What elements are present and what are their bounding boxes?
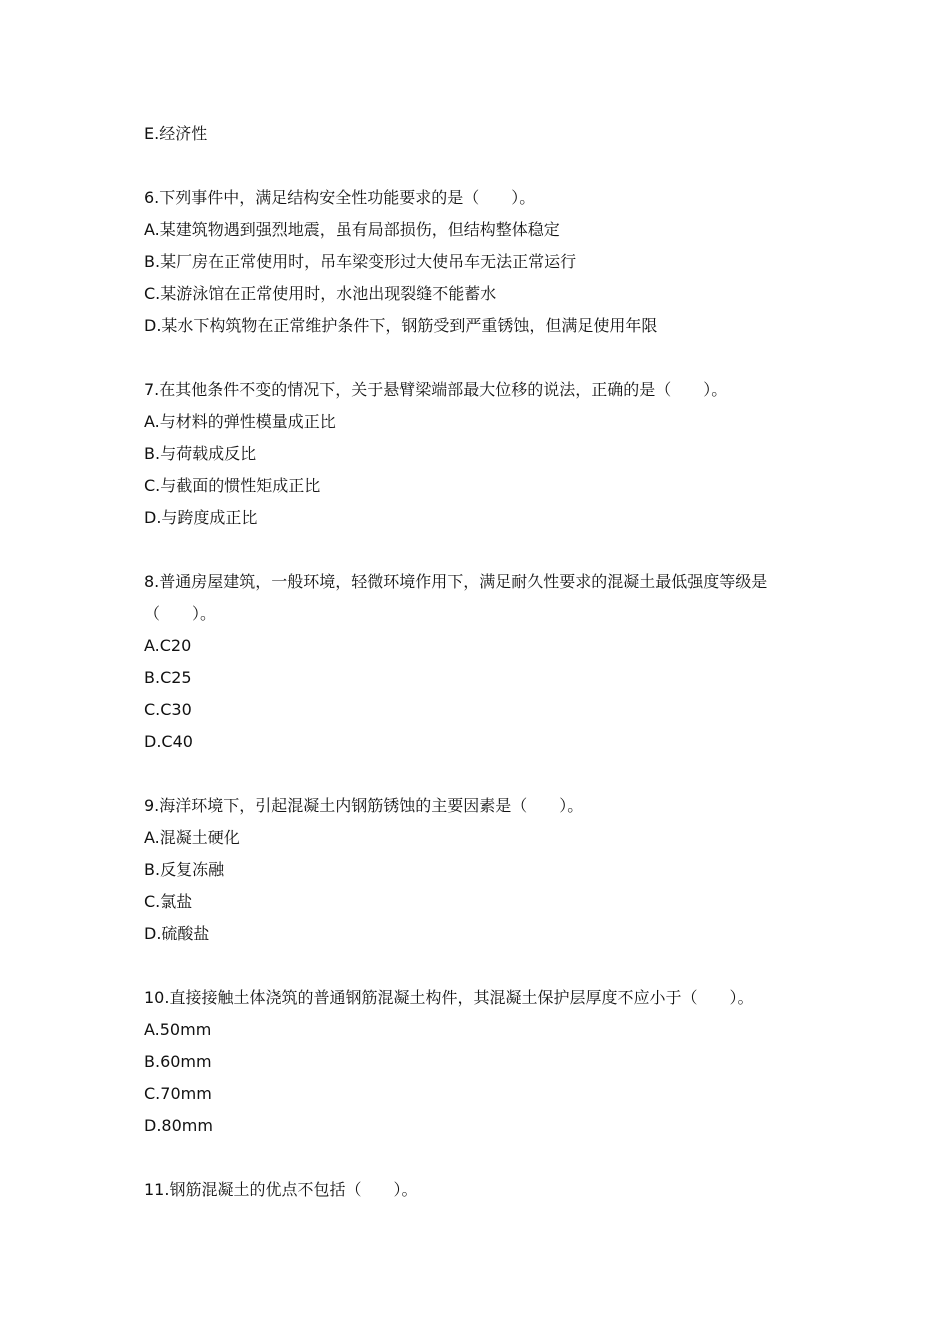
- question-stem: 10.直接接触土体浇筑的普通钢筋混凝土构件，其混凝土保护层厚度不应小于（ ）。: [144, 988, 754, 1007]
- option-b: B.反复冻融: [144, 860, 225, 879]
- option-b: B.60mm: [144, 1052, 212, 1071]
- option-b: B.与荷载成反比: [144, 444, 257, 463]
- option-d: D.C40: [144, 732, 193, 751]
- option-c: C.C30: [144, 700, 192, 719]
- question-11: [144, 1174, 824, 1206]
- question-8: [144, 566, 824, 758]
- spacer: [144, 758, 824, 790]
- option-d: D.某水下构筑物在正常维护条件下，钢筋受到严重锈蚀，但满足使用年限: [144, 316, 658, 335]
- option-a: A.与材料的弹性模量成正比: [144, 412, 336, 431]
- option-a: A.C20: [144, 636, 192, 655]
- spacer: [144, 342, 824, 374]
- question-10: [144, 982, 824, 1142]
- option-e: E.经济性: [144, 124, 208, 143]
- question-stem: 7.在其他条件不变的情况下，关于悬臂梁端部最大位移的说法，正确的是（ ）。: [144, 380, 728, 399]
- question-7: [144, 374, 824, 534]
- option-c: C.某游泳馆在正常使用时，水池出现裂缝不能蓄水: [144, 284, 497, 303]
- option-c: C.与截面的惯性矩成正比: [144, 476, 321, 495]
- question-6: [144, 182, 824, 342]
- question-stem: 11.钢筋混凝土的优点不包括（ ）。: [144, 1180, 418, 1199]
- option-d: D.与跨度成正比: [144, 508, 258, 527]
- option-b: B.某厂房在正常使用时，吊车梁变形过大使吊车无法正常运行: [144, 252, 577, 271]
- option-c: C.氯盐: [144, 892, 193, 911]
- spacer: [144, 150, 824, 182]
- option-a: A.混凝土硬化: [144, 828, 240, 847]
- document-page: [144, 118, 824, 1206]
- option-d: D.硫酸盐: [144, 924, 210, 943]
- question-9: [144, 790, 824, 950]
- option-a: A.50mm: [144, 1020, 212, 1039]
- option-d: D.80mm: [144, 1116, 213, 1135]
- question-stem: 6.下列事件中，满足结构安全性功能要求的是（ ）。: [144, 188, 536, 207]
- spacer: [144, 950, 824, 982]
- spacer: [144, 1142, 824, 1174]
- spacer: [144, 534, 824, 566]
- question-stem: 8.普通房屋建筑，一般环境，轻微环境作用下，满足耐久性要求的混凝土最低强度等级是（ ）。: [144, 572, 768, 623]
- question-stem: 9.海洋环境下，引起混凝土内钢筋锈蚀的主要因素是（ ）。: [144, 796, 584, 815]
- option-a: A.某建筑物遇到强烈地震，虽有局部损伤，但结构整体稳定: [144, 220, 560, 239]
- option-b: B.C25: [144, 668, 192, 687]
- option-c: C.70mm: [144, 1084, 212, 1103]
